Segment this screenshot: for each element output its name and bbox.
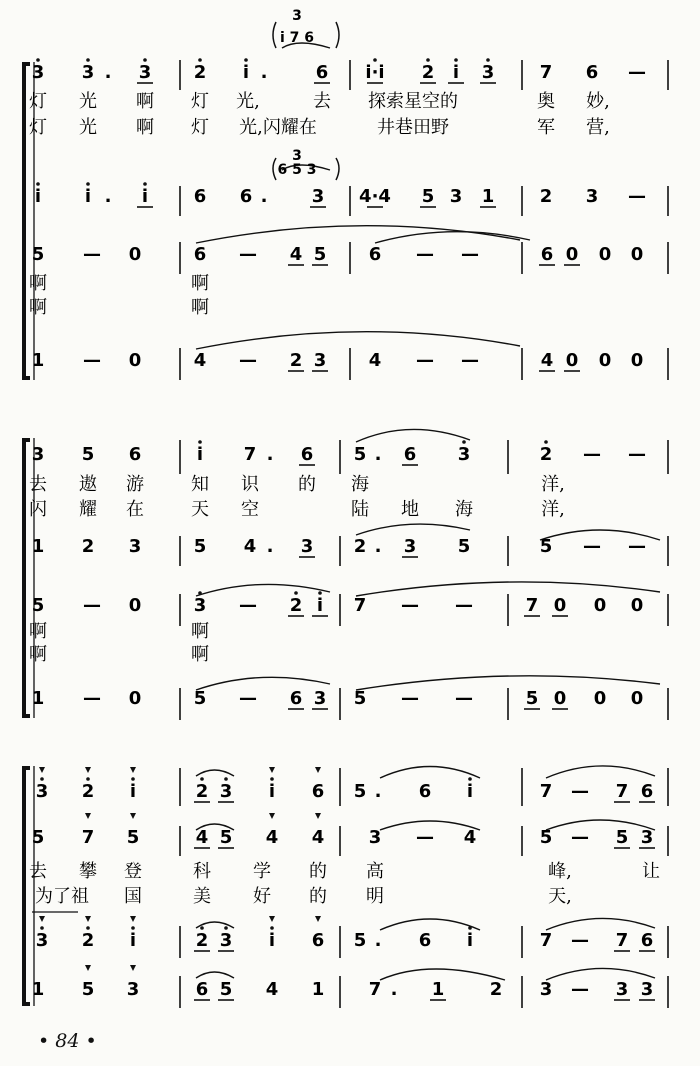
note-symbol: 5 [81, 979, 95, 1000]
note-symbol: 6 [289, 688, 303, 709]
octave-dot-above [86, 58, 90, 62]
note-symbol: . [260, 186, 268, 207]
note-symbol: 6 [315, 62, 329, 83]
lyric-text: 国 [124, 886, 142, 907]
note-symbol: 5 [313, 244, 327, 265]
note-symbol: 6 [585, 62, 599, 83]
lyric-text: 让 [642, 861, 660, 882]
system-3-bracket [24, 768, 30, 1004]
note-symbol: 7 [368, 979, 382, 1000]
lyric-text: 遨 [79, 474, 97, 495]
note-symbol: 2 [289, 350, 303, 371]
lyric-text: 灯 [29, 117, 47, 138]
note-symbol: 1 [31, 979, 45, 1000]
note-symbol: 5 [219, 827, 233, 848]
note-symbol: 3 [615, 979, 629, 1000]
lyric-text: 洋, [541, 474, 565, 495]
lyric-text: 知 [191, 474, 209, 495]
accent-mark [269, 916, 275, 922]
note-symbol: 3 [219, 781, 233, 802]
note-symbol: 4 [265, 979, 279, 1000]
lyric-text: 好 [253, 886, 271, 907]
note-symbol: — [571, 979, 589, 1000]
note-symbol: 2 [489, 979, 503, 1000]
note-symbol: — [83, 688, 101, 709]
lyric-text: 学 [253, 861, 271, 882]
note-symbol: 7 [615, 930, 629, 951]
lyric-text: 天 [191, 499, 209, 520]
note-symbol: 3 [128, 536, 142, 557]
lyric-text: 啊 [29, 644, 47, 665]
lyric-text: 去 [313, 91, 331, 112]
note-symbol: — [83, 350, 101, 371]
octave-dot-above [544, 440, 548, 444]
note-symbol: — [239, 688, 257, 709]
note-symbol: i [84, 186, 92, 207]
octave-dot-above [86, 777, 90, 781]
note-symbol: 3 [219, 930, 233, 951]
note-symbol: . [260, 62, 268, 83]
octave-dot-above [468, 926, 472, 930]
note-symbol: 6 [195, 979, 209, 1000]
lyric-text: 啊 [136, 117, 154, 138]
note-symbol: 2 [289, 595, 303, 616]
lyric-text: 啊 [191, 621, 209, 642]
lyric-text: 峰, [548, 861, 572, 882]
note-symbol: — [401, 595, 419, 616]
note-symbol: 5 [353, 444, 367, 465]
lyric-text: 高 [366, 861, 384, 882]
octave-dot-above [36, 58, 40, 62]
note-symbol: 3 [313, 350, 327, 371]
note-symbol: 0 [598, 350, 612, 371]
note-symbol: 0 [128, 595, 142, 616]
lyric-text: 啊 [29, 273, 47, 294]
ornament-text: 3 [292, 8, 302, 24]
lyric-text: 井巷田野 [377, 117, 449, 138]
note-symbol: 4 [195, 827, 209, 848]
note-symbol: 7 [539, 930, 553, 951]
note-symbol: — [455, 595, 473, 616]
note-symbol: i [129, 930, 137, 951]
note-symbol: 3 [81, 62, 95, 83]
lyric-text: 去 [29, 861, 47, 882]
lyric-text: 的 [309, 861, 327, 882]
note-symbol: 0 [630, 350, 644, 371]
note-symbol: 5 [457, 536, 471, 557]
octave-dot-above [244, 58, 248, 62]
octave-dot-above [462, 440, 466, 444]
note-symbol: 7 [525, 595, 539, 616]
accent-mark [85, 813, 91, 819]
note-symbol: 3 [126, 979, 140, 1000]
note-symbol: 7 [615, 781, 629, 802]
octave-dot-above [198, 58, 202, 62]
note-symbol: 4 [368, 350, 382, 371]
note-symbol: 3 [457, 444, 471, 465]
note-symbol: — [416, 350, 434, 371]
ornament-text: 6 5 3 [277, 162, 317, 178]
note-symbol: 0 [565, 244, 579, 265]
note-symbol: 5 [615, 827, 629, 848]
lyric-text: 游 [126, 474, 144, 495]
note-symbol: — [628, 444, 646, 465]
lyric-text: 闪 [29, 499, 47, 520]
note-symbol: — [401, 688, 419, 709]
note-symbol: 5 [31, 827, 45, 848]
lyric-text: 明 [366, 886, 384, 907]
note-symbol: 6 [640, 781, 654, 802]
lyric-text: 攀 [79, 861, 97, 882]
accent-mark [85, 767, 91, 773]
lyric-text: 的 [298, 474, 316, 495]
octave-dot-above [270, 926, 274, 930]
octave-dot-above [198, 440, 202, 444]
lyric-text: 营, [586, 117, 610, 138]
score-content [29, 8, 660, 1000]
note-symbol: . [266, 444, 274, 465]
lyric-text: 光 [79, 91, 97, 112]
note-symbol: . [390, 979, 398, 1000]
note-symbol: 5 [31, 595, 45, 616]
lyric-text: 灯 [191, 117, 209, 138]
accent-mark [130, 916, 136, 922]
octave-dot-above [426, 58, 430, 62]
lyric-text: 海 [455, 499, 473, 520]
note-symbol: — [628, 536, 646, 557]
accent-mark [130, 965, 136, 971]
note-symbol: 4·4 [359, 186, 391, 207]
octave-dot [40, 926, 44, 930]
note-symbol: 0 [553, 595, 567, 616]
note-symbol: 1 [31, 536, 45, 557]
lyric-text: 妙, [586, 91, 610, 112]
note-symbol: 3 [640, 979, 654, 1000]
note-symbol: 0 [593, 688, 607, 709]
note-symbol: i [466, 930, 474, 951]
note-symbol: i [316, 595, 324, 616]
lyric-text: 啊 [191, 644, 209, 665]
note-symbol: — [583, 444, 601, 465]
note-symbol: i [129, 781, 137, 802]
note-symbol: i [452, 62, 460, 83]
note-symbol: 6 [311, 930, 325, 951]
note-symbol: — [571, 930, 589, 951]
ornament-text: i 7 6 [279, 30, 315, 46]
note-symbol: 4 [243, 536, 257, 557]
note-symbol: 1 [31, 688, 45, 709]
lyric-text: 识 [241, 474, 259, 495]
note-symbol: 7 [539, 62, 553, 83]
note-symbol: 4 [463, 827, 477, 848]
lyric-text: 奥 [537, 91, 555, 112]
accent-mark [85, 916, 91, 922]
octave-dot-above [294, 591, 298, 595]
note-symbol: — [461, 244, 479, 265]
note-symbol: 2 [539, 186, 553, 207]
note-symbol: . [104, 186, 112, 207]
page-number-text: 84 [55, 1030, 80, 1052]
lyric-text: 空 [241, 499, 259, 520]
note-symbol: — [83, 244, 101, 265]
note-symbol: 2 [193, 62, 207, 83]
note-symbol: 7 [539, 781, 553, 802]
note-symbol: 3 [300, 536, 314, 557]
note-symbol: 2 [353, 536, 367, 557]
note-symbol: i [196, 444, 204, 465]
lyric-text: 天, [548, 886, 572, 907]
accent-mark [39, 767, 45, 773]
octave-dot-above [86, 182, 90, 186]
note-symbol: 0 [593, 595, 607, 616]
note-symbol: i [466, 781, 474, 802]
octave-dot-above [131, 777, 135, 781]
note-symbol: 3 [193, 595, 207, 616]
note-symbol: 3 [403, 536, 417, 557]
note-symbol: 3 [35, 930, 49, 951]
note-symbol: 2 [81, 536, 95, 557]
note-symbol: — [628, 62, 646, 83]
note-symbol: . [374, 930, 382, 951]
octave-dot-above [131, 926, 135, 930]
accent-mark [315, 813, 321, 819]
lyric-text: 在 [126, 499, 144, 520]
note-symbol: 5 [525, 688, 539, 709]
lyric-text: 海 [351, 474, 369, 495]
note-symbol: — [455, 688, 473, 709]
lyric-text: 地 [401, 499, 419, 520]
note-symbol: 1 [311, 979, 325, 1000]
lyric-text: 灯 [191, 91, 209, 112]
lyric-text: 科 [193, 861, 211, 882]
accent-mark [130, 767, 136, 773]
octave-dot-above [36, 182, 40, 186]
note-symbol: — [83, 595, 101, 616]
accent-mark [269, 767, 275, 773]
lyric-text: 啊 [29, 621, 47, 642]
note-symbol: . [266, 536, 274, 557]
note-symbol: — [239, 244, 257, 265]
note-symbol: 3 [35, 781, 49, 802]
note-symbol: — [416, 827, 434, 848]
note-symbol: 2 [195, 781, 209, 802]
note-symbol: 5 [126, 827, 140, 848]
note-symbol: 4 [193, 350, 207, 371]
lyric-text: 探索星空的 [368, 91, 458, 112]
ornament-text: 3 [292, 148, 302, 164]
note-symbol: 2 [81, 930, 95, 951]
note-symbol: 2 [195, 930, 209, 951]
octave-dot-above [143, 58, 147, 62]
note-symbol: 4 [540, 350, 554, 371]
note-symbol: — [571, 827, 589, 848]
lyric-text: 灯 [29, 91, 47, 112]
lyric-text: 的 [309, 886, 327, 907]
note-symbol: 7 [81, 827, 95, 848]
note-symbol: — [583, 536, 601, 557]
octave-dot-above [373, 58, 377, 62]
note-symbol: 1 [481, 186, 495, 207]
note-symbol: 5 [353, 930, 367, 951]
note-symbol: 6 [239, 186, 253, 207]
note-symbol: 4 [289, 244, 303, 265]
octave-dot-above [224, 777, 228, 781]
accent-mark [315, 767, 321, 773]
note-symbol: 0 [553, 688, 567, 709]
lyric-text: 光,闪耀在 [239, 117, 317, 138]
system-2-slurs [193, 429, 660, 690]
note-symbol: 6 [418, 930, 432, 951]
octave-dot-above [270, 777, 274, 781]
note-symbol: . [374, 444, 382, 465]
octave-dot-above [486, 58, 490, 62]
note-symbol: 6 [311, 781, 325, 802]
note-symbol: 5 [219, 979, 233, 1000]
note-symbol: 7 [353, 595, 367, 616]
note-symbol: 3 [31, 444, 45, 465]
lyric-text: 军 [537, 117, 555, 138]
note-symbol: . [374, 536, 382, 557]
note-symbol: 2 [421, 62, 435, 83]
octave-dot [198, 591, 202, 595]
lyric-text: 啊 [191, 297, 209, 318]
accent-mark [130, 813, 136, 819]
note-symbol: i [141, 186, 149, 207]
lyric-text: 耀 [79, 499, 97, 520]
octave-dot-above [200, 777, 204, 781]
note-symbol: 5 [539, 827, 553, 848]
accent-mark [269, 813, 275, 819]
note-symbol: 0 [630, 595, 644, 616]
note-symbol: i·i [365, 62, 385, 83]
note-symbol: — [239, 595, 257, 616]
note-symbol: 3 [138, 62, 152, 83]
note-symbol: — [461, 350, 479, 371]
note-symbol: 6 [128, 444, 142, 465]
note-symbol: 5 [353, 688, 367, 709]
lyric-text: 洋, [541, 499, 565, 520]
note-symbol: 3 [640, 827, 654, 848]
accent-mark [85, 965, 91, 971]
note-symbol: 2 [539, 444, 553, 465]
note-symbol: 3 [31, 62, 45, 83]
lyric-text: 陆 [351, 499, 369, 520]
accent-mark [315, 916, 321, 922]
lyric-text: 去 [29, 474, 47, 495]
note-symbol: i [34, 186, 42, 207]
note-symbol: 0 [598, 244, 612, 265]
note-symbol: — [628, 186, 646, 207]
note-symbol: 6 [368, 244, 382, 265]
octave-dot-above [224, 926, 228, 930]
note-symbol: 1 [31, 350, 45, 371]
note-symbol: i [268, 930, 276, 951]
note-symbol: 3 [311, 186, 325, 207]
lyric-text: 啊 [29, 297, 47, 318]
note-symbol: i [242, 62, 250, 83]
note-symbol: — [416, 244, 434, 265]
note-symbol: 5 [193, 688, 207, 709]
octave-dot-above [200, 926, 204, 930]
note-symbol: . [374, 781, 382, 802]
note-symbol: 6 [300, 444, 314, 465]
note-symbol: 6 [540, 244, 554, 265]
lyric-text: 啊 [191, 273, 209, 294]
note-symbol: 5 [31, 244, 45, 265]
note-symbol: 0 [630, 688, 644, 709]
note-symbol: 5 [81, 444, 95, 465]
lyric-text: 光 [79, 117, 97, 138]
note-symbol: . [104, 62, 112, 83]
note-symbol: 3 [313, 688, 327, 709]
note-symbol: — [239, 350, 257, 371]
note-symbol: 5 [421, 186, 435, 207]
octave-dot-above [468, 777, 472, 781]
lyric-text: 为了祖 [35, 886, 89, 907]
note-symbol: 6 [193, 244, 207, 265]
note-symbol: 3 [449, 186, 463, 207]
accent-mark [39, 916, 45, 922]
note-symbol: 1 [431, 979, 445, 1000]
octave-dot-above [86, 926, 90, 930]
note-symbol: 6 [418, 781, 432, 802]
note-symbol: 0 [565, 350, 579, 371]
note-symbol: 5 [353, 781, 367, 802]
page-number: • 84 • [38, 1030, 97, 1052]
note-symbol: 4 [265, 827, 279, 848]
note-symbol: — [571, 781, 589, 802]
lyric-text: 美 [193, 886, 211, 907]
lyric-text: 光, [236, 91, 260, 112]
octave-dot-above [318, 591, 322, 595]
note-symbol: 5 [193, 536, 207, 557]
octave-dot [40, 777, 44, 781]
note-symbol: 3 [585, 186, 599, 207]
note-symbol: i [268, 781, 276, 802]
lyric-text: 啊 [136, 91, 154, 112]
note-symbol: 7 [243, 444, 257, 465]
note-symbol: 0 [128, 244, 142, 265]
lyric-text: 登 [124, 861, 142, 882]
note-symbol: 0 [630, 244, 644, 265]
note-symbol: 6 [193, 186, 207, 207]
note-symbol: 2 [81, 781, 95, 802]
note-symbol: 3 [539, 979, 553, 1000]
octave-dot-above [454, 58, 458, 62]
note-symbol: 3 [368, 827, 382, 848]
note-symbol: 4 [311, 827, 325, 848]
note-symbol: 6 [640, 930, 654, 951]
note-symbol: 5 [539, 536, 553, 557]
note-symbol: 0 [128, 688, 142, 709]
note-symbol: 6 [403, 444, 417, 465]
note-symbol: 0 [128, 350, 142, 371]
octave-dot-above [143, 182, 147, 186]
note-symbol: 3 [481, 62, 495, 83]
